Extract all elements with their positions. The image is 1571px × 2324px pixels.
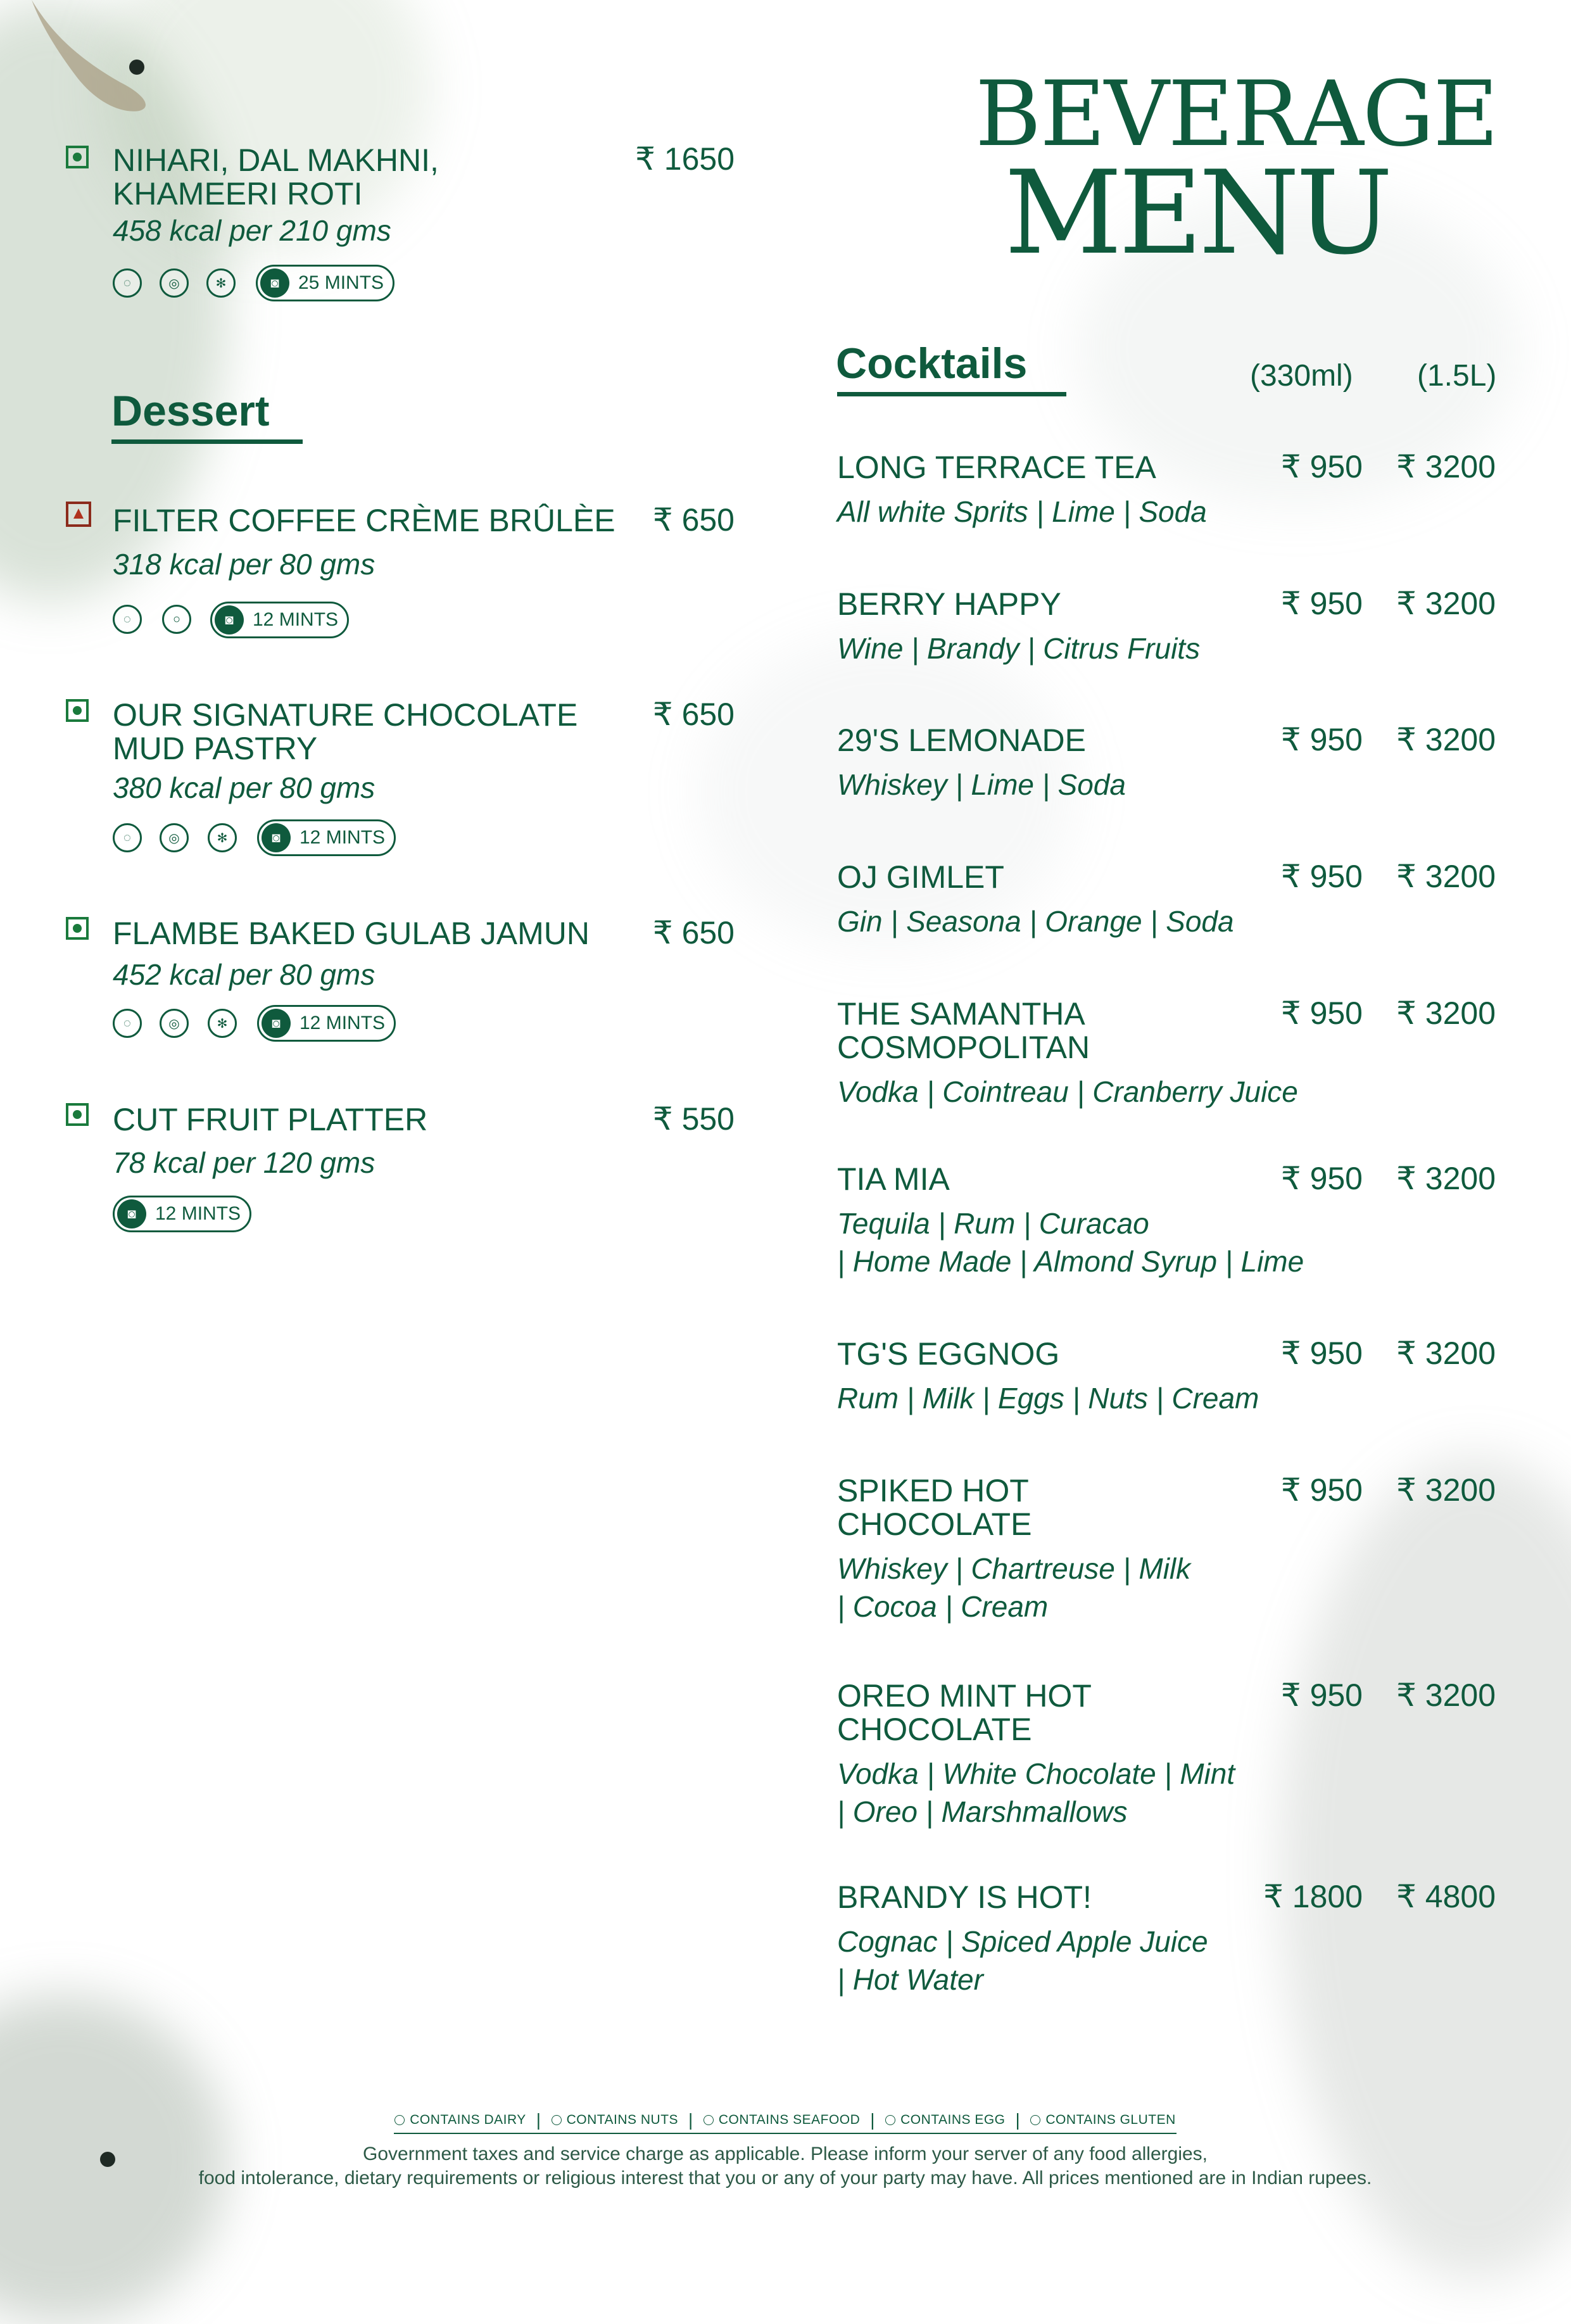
cocktail-name: LONG TERRACE TEA (837, 450, 1156, 485)
item-price: ₹ 650 (652, 502, 735, 538)
price-1-5l: ₹ 3200 (1396, 995, 1496, 1031)
menu-title-line2: MENU (1004, 146, 1389, 280)
cooking-pot-icon: ◙ (117, 1199, 146, 1228)
non-veg-icon (66, 502, 91, 527)
nuts-icon: ◎ (160, 823, 189, 852)
item-name: KHAMEERI ROTI (113, 176, 363, 212)
nuts-icon (552, 2115, 562, 2125)
seafood-icon (703, 2115, 714, 2125)
menu-title-line1: BEVERAGE (975, 62, 1498, 167)
gluten-icon: ✻ (206, 268, 236, 298)
cocktail-name: OJ GIMLET (837, 859, 1004, 895)
price-1-5l: ₹ 3200 (1396, 722, 1496, 757)
veg-icon (66, 1103, 89, 1126)
item-name: MUD PASTRY (113, 731, 318, 766)
price-330ml: ₹ 950 (1280, 449, 1363, 484)
decorative-dot (100, 2152, 115, 2167)
price-330ml: ₹ 1800 (1263, 1879, 1363, 1914)
cocktail-name: BERRY HAPPY (837, 586, 1061, 622)
cocktail-ingredients: | Hot Water (837, 1963, 983, 1996)
prep-time: 25 MINTS (298, 272, 384, 293)
section-title-dessert: Dessert (111, 387, 270, 435)
cocktail-name: CHOCOLATE (837, 1712, 1032, 1747)
cocktail-name: CHOCOLATE (837, 1506, 1032, 1542)
item-price: ₹ 550 (652, 1101, 735, 1137)
egg-icon (885, 2115, 895, 2125)
item-name: OUR SIGNATURE CHOCOLATE (113, 697, 578, 733)
item-kcal: 318 kcal per 80 gms (113, 548, 375, 581)
nuts-icon: ◎ (160, 268, 189, 298)
prep-time-badge (257, 1005, 396, 1042)
cocktail-ingredients: Cognac | Spiced Apple Juice (837, 1925, 1208, 1958)
price-1-5l: ₹ 3200 (1396, 1336, 1496, 1371)
cocktail-ingredients: | Home Made | Almond Syrup | Lime (837, 1245, 1304, 1278)
cocktail-name: BRANDY IS HOT! (837, 1879, 1092, 1915)
dairy-icon: ◌ (113, 1009, 142, 1038)
item-kcal: 458 kcal per 210 gms (113, 214, 391, 247)
veg-icon (66, 146, 89, 168)
prep-time: 12 MINTS (300, 827, 386, 848)
nuts-icon: ◎ (160, 1009, 189, 1038)
legend-gluten: CONTAINS GLUTEN (1030, 2112, 1175, 2128)
price-330ml: ₹ 950 (1280, 722, 1363, 757)
legend-seafood: CONTAINS SEAFOOD (703, 2112, 860, 2128)
dairy-icon: ◌ (113, 268, 142, 298)
price-1-5l: ₹ 3200 (1396, 859, 1496, 894)
item-name: FILTER COFFEE CRÈME BRÛLÈE (113, 503, 615, 538)
legend-egg: CONTAINS EGG (885, 2112, 1005, 2128)
price-330ml: ₹ 950 (1280, 995, 1363, 1031)
cooking-pot-icon: ◙ (260, 268, 289, 298)
section-underline (837, 392, 1066, 396)
footer-note-line2: food intolerance, dietary requirements or religious interest that you or any of your party may have. All prices mentioned are in Indian rupees. (198, 2168, 1372, 2188)
veg-icon (66, 699, 89, 722)
column-header-330ml: (330ml) (1250, 359, 1353, 393)
dairy-icon: ◌ (113, 823, 142, 852)
spoon-illustration (25, 0, 152, 114)
egg-icon: ○ (162, 605, 191, 634)
price-330ml: ₹ 950 (1280, 1472, 1363, 1508)
cocktail-ingredients: Gin | Seasona | Orange | Soda (837, 905, 1234, 938)
prep-time-badge (113, 1196, 251, 1232)
item-price: ₹ 650 (652, 697, 735, 732)
legend-dairy: CONTAINS DAIRY (394, 2112, 526, 2128)
gluten-icon (1030, 2115, 1040, 2125)
legend-underline (394, 2133, 1177, 2134)
cocktail-name: COSMOPOLITAN (837, 1030, 1090, 1065)
allergen-legend: CONTAINS DAIRY | CONTAINS NUTS | CONTAINS SEAFOOD | CONTAINS EGG | CONTAINS GLUTEN (393, 2110, 1178, 2130)
price-330ml: ₹ 950 (1280, 1161, 1363, 1196)
price-1-5l: ₹ 3200 (1396, 1677, 1496, 1713)
item-name: FLAMBE BAKED GULAB JAMUN (113, 916, 590, 951)
prep-time: 12 MINTS (253, 609, 339, 630)
gluten-icon: ✻ (208, 1009, 237, 1038)
price-330ml: ₹ 950 (1280, 1336, 1363, 1371)
item-price: ₹ 1650 (635, 141, 735, 177)
price-1-5l: ₹ 3200 (1396, 1472, 1496, 1508)
price-330ml: ₹ 950 (1280, 1677, 1363, 1713)
cocktail-ingredients: Vodka | White Chocolate | Mint (837, 1757, 1235, 1790)
cocktail-ingredients: All white Sprits | Lime | Soda (837, 495, 1207, 528)
section-underline (111, 439, 303, 444)
price-1-5l: ₹ 4800 (1396, 1879, 1496, 1914)
cocktail-ingredients: Tequila | Rum | Curacao (837, 1207, 1149, 1240)
cooking-pot-icon: ◙ (262, 823, 291, 852)
cocktail-ingredients: Whiskey | Chartreuse | Milk (837, 1552, 1191, 1585)
cocktail-ingredients: Vodka | Cointreau | Cranberry Juice (837, 1075, 1298, 1108)
prep-time: 12 MINTS (300, 1013, 386, 1033)
prep-time-badge (257, 819, 396, 856)
cocktail-ingredients: | Cocoa | Cream (837, 1590, 1049, 1623)
item-name: NIHARI, DAL MAKHNI, (113, 142, 439, 178)
cocktail-name: TIA MIA (837, 1161, 950, 1197)
cocktail-name: 29'S LEMONADE (837, 723, 1087, 758)
prep-time: 12 MINTS (155, 1203, 241, 1224)
cocktail-ingredients: Whiskey | Lime | Soda (837, 768, 1126, 801)
veg-icon (66, 917, 89, 940)
gluten-icon: ✻ (208, 823, 237, 852)
item-kcal: 380 kcal per 80 gms (113, 771, 375, 804)
item-kcal: 78 kcal per 120 gms (113, 1146, 375, 1179)
dairy-icon: ◌ (113, 605, 142, 634)
price-330ml: ₹ 950 (1280, 859, 1363, 894)
cocktail-name: OREO MINT HOT (837, 1678, 1092, 1714)
cocktail-name: TG'S EGGNOG (837, 1336, 1060, 1372)
price-1-5l: ₹ 3200 (1396, 449, 1496, 484)
footer-note-line1: Government taxes and service charge as applicable. Please inform your server of any food allergies, (362, 2144, 1208, 2164)
price-1-5l: ₹ 3200 (1396, 586, 1496, 621)
section-title-cocktails: Cocktails (836, 339, 1028, 388)
item-name: CUT FRUIT PLATTER (113, 1102, 428, 1137)
cocktail-ingredients: | Oreo | Marshmallows (837, 1795, 1128, 1828)
price-330ml: ₹ 950 (1280, 586, 1363, 621)
item-price: ₹ 650 (652, 915, 735, 950)
prep-time-badge (210, 602, 349, 638)
cocktail-ingredients: Wine | Brandy | Citrus Fruits (837, 632, 1201, 665)
dairy-icon (394, 2115, 405, 2125)
item-kcal: 452 kcal per 80 gms (113, 958, 375, 991)
prep-time-badge (256, 265, 394, 301)
decorative-dot (129, 60, 144, 75)
legend-nuts: CONTAINS NUTS (552, 2112, 678, 2128)
cooking-pot-icon: ◙ (215, 605, 244, 635)
column-header-1-5l: (1.5L) (1417, 359, 1497, 393)
cocktail-ingredients: Rum | Milk | Eggs | Nuts | Cream (837, 1382, 1259, 1415)
price-1-5l: ₹ 3200 (1396, 1161, 1496, 1196)
cocktail-name: THE SAMANTHA (837, 996, 1085, 1032)
cooking-pot-icon: ◙ (262, 1009, 291, 1038)
cocktail-name: SPIKED HOT (837, 1473, 1029, 1508)
